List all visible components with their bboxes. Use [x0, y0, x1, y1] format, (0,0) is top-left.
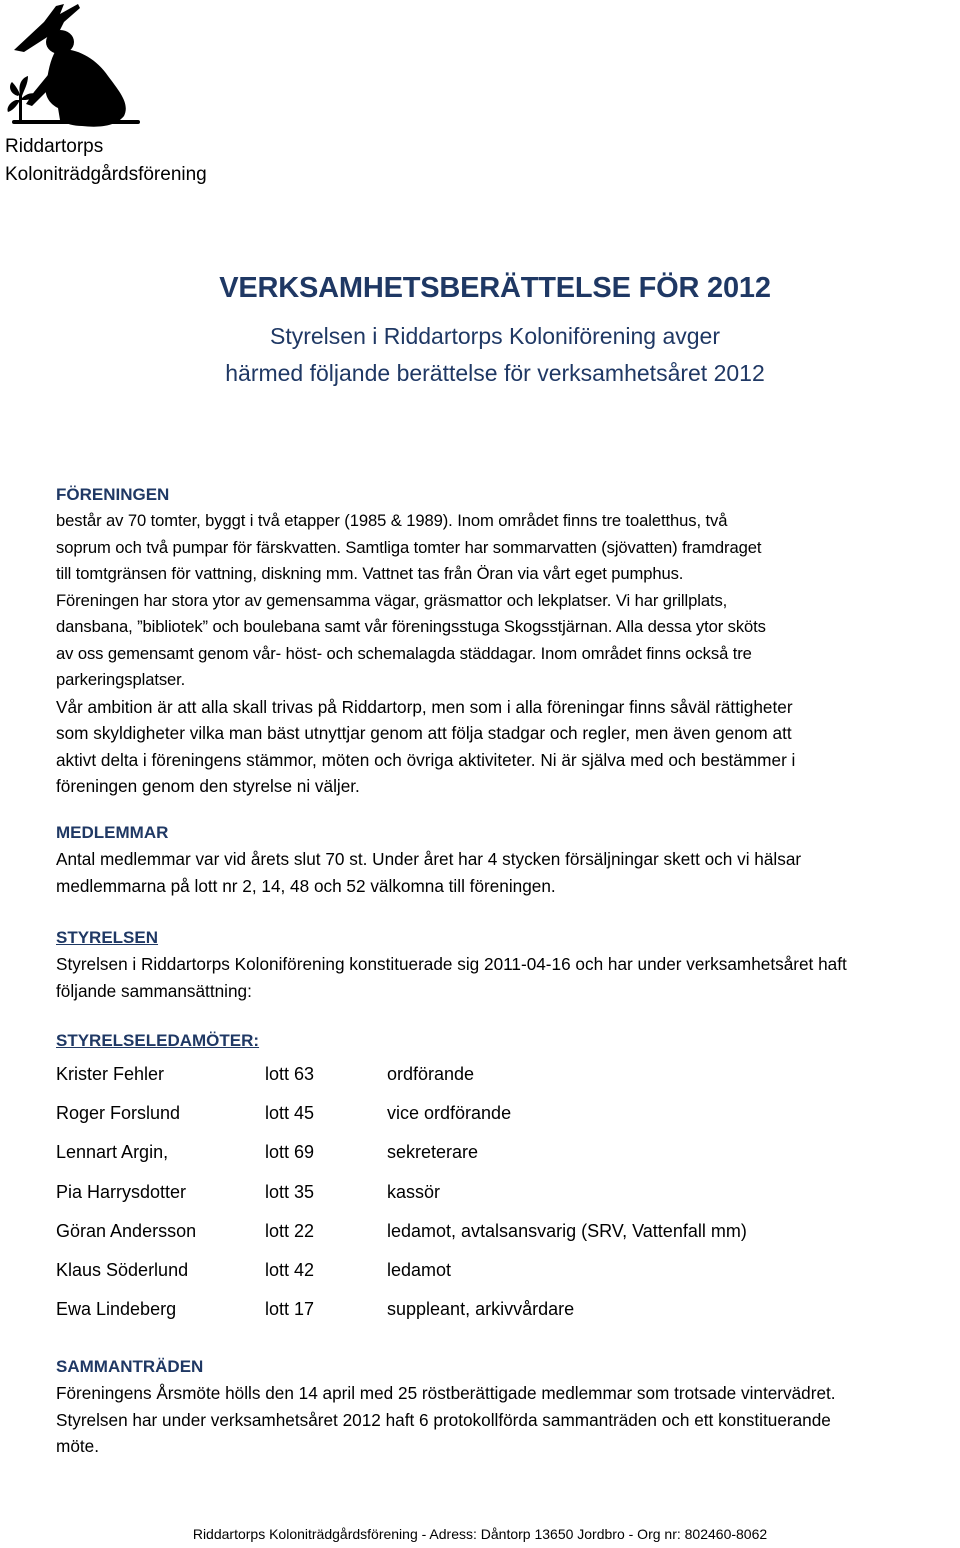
board-member-row — [56, 1251, 747, 1290]
member-role: ordförande — [387, 1064, 475, 1085]
section-heading-styrelseledamoter: STYRELSELEDAMÖTER: — [56, 1031, 260, 1050]
document-subtitle — [0, 318, 960, 392]
text-line: aktivt delta i föreningens stämmor, möten och övriga aktiviteter. Ni är själva med och bestämmer i — [56, 749, 796, 770]
member-role: sekreterare — [387, 1142, 479, 1163]
board-member-row — [56, 1173, 747, 1212]
member-lot: lott 63 — [265, 1064, 315, 1085]
board-member-row — [56, 1094, 747, 1133]
subtitle-line1: Styrelsen i Riddartorps Koloniförening avger — [269, 323, 721, 349]
document-title: VERKSAMHETSBERÄTTELSE FÖR 2012 — [219, 272, 771, 304]
text-line: Styrelsen har under verksamhetsåret 2012 haft 6 protokollförda sammanträden och ett konstituerande — [56, 1409, 831, 1430]
text-line: Antal medlemmar var vid årets slut 70 st. Under året har 4 stycken försäljningar skett och vi hälsar — [56, 849, 802, 869]
member-lot: lott 17 — [265, 1299, 315, 1320]
text-line: Föreningen har stora ytor av gemensamma vägar, gräsmattor och lekplatser. Vi har grillplats, — [56, 590, 728, 610]
org-name-line1: Riddartorps — [5, 136, 104, 157]
member-name: Klaus Söderlund — [56, 1260, 189, 1281]
text-line: av oss gemensamt genom vår- höst- och schemalagda städdagar. Inom området finns också tre — [56, 643, 752, 663]
text-line: som skyldigheter vilka man bäst utnyttjar genom att följa stadgar och regler, men även genom att — [56, 723, 792, 743]
member-role: kassör — [387, 1181, 441, 1202]
text-line: medlemmarna på lott nr 2, 14, 48 och 52 välkomna till föreningen. — [56, 875, 556, 896]
board-members-list — [56, 1055, 747, 1329]
board-member-row — [56, 1212, 747, 1251]
section-foreningen — [56, 482, 795, 800]
text-line: parkeringsplatser. — [56, 670, 186, 689]
board-member-row — [56, 1290, 747, 1329]
text-line: föreningen genom den styrelse ni väljer. — [56, 776, 360, 796]
text-line: möte. — [56, 1436, 99, 1456]
member-role: ledamot, avtalsansvarig (SRV, Vattenfall mm) — [387, 1220, 747, 1241]
sammantraden-paragraph — [56, 1380, 836, 1460]
section-heading-styrelsen: STYRELSEN — [56, 928, 159, 947]
section-sammantraden — [56, 1354, 836, 1460]
section-heading-foreningen: FÖRENINGEN — [56, 485, 170, 504]
member-lot: lott 45 — [265, 1103, 315, 1124]
member-lot: lott 69 — [265, 1142, 315, 1163]
text-line: dansbana, ”bibliotek” och boulebana samt vår föreningsstuga Skogsstjärnan. Alla dessa ytor sköts — [56, 617, 766, 636]
text-line: Vår ambition är att alla skall trivas på Riddartorp, men som i alla föreningar finns såväl rättigheter — [56, 696, 793, 717]
member-name: Göran Andersson — [56, 1220, 197, 1241]
section-styrelseledamoter — [56, 1028, 259, 1054]
board-member-row — [56, 1133, 747, 1172]
text-line: till tomtgränsen för vattning, diskning mm. Vattnet tas från Öran via vårt eget pumphus. — [56, 564, 684, 583]
section-styrelsen — [56, 925, 847, 1004]
member-role: vice ordförande — [387, 1103, 512, 1124]
member-lot: lott 35 — [265, 1181, 315, 1202]
gardener-logo — [4, 0, 144, 132]
member-name: Roger Forslund — [56, 1103, 181, 1124]
text-line: består av 70 tomter, byggt i två etapper (1985 & 1989). Inom området finns tre toaletthus, två — [56, 511, 728, 530]
section-medlemmar — [56, 820, 801, 899]
ambition-paragraph — [56, 694, 795, 800]
member-role: ledamot — [387, 1260, 452, 1281]
text-line: Styrelsen i Riddartorps Koloniförening konstituerade sig 2011-04-16 och har under verksamhetsåret haft — [56, 954, 847, 974]
subtitle-line2: härmed följande berättelse för verksamhetsåret 2012 — [225, 360, 765, 386]
text-line: följande sammansättning: — [56, 980, 252, 1001]
member-name: Ewa Lindeberg — [56, 1299, 177, 1320]
member-name: Lennart Argin, — [56, 1142, 169, 1163]
text-line: soprum och två pumpar för färskvatten. Samtliga tomter har sommarvatten (sjövatten) framdraget — [56, 537, 762, 557]
member-role: suppleant, arkivvårdare — [387, 1299, 575, 1320]
member-name: Pia Harrysdotter — [56, 1181, 187, 1202]
member-name: Krister Fehler — [56, 1064, 165, 1085]
organization-name — [5, 133, 207, 189]
org-name-line2: Koloniträdgårdsförening — [5, 164, 207, 185]
foreningen-paragraph — [56, 508, 795, 694]
page-footer: Riddartorps Koloniträdgårdsförening - Adress: Dåntorp 13650 Jordbro - Org nr: 802460-8062 — [192, 1526, 768, 1542]
medlemmar-paragraph — [56, 846, 801, 899]
text-line: Föreningens Årsmöte hölls den 14 april med 25 röstberättigade medlemmar som trotsade vintervädret. — [56, 1383, 836, 1403]
styrelsen-paragraph — [56, 951, 847, 1004]
member-lot: lott 42 — [265, 1260, 315, 1281]
section-heading-sammantraden: SAMMANTRÄDEN — [56, 1357, 204, 1376]
section-heading-medlemmar: MEDLEMMAR — [56, 823, 169, 842]
member-lot: lott 22 — [265, 1220, 315, 1241]
board-member-row — [56, 1055, 747, 1094]
